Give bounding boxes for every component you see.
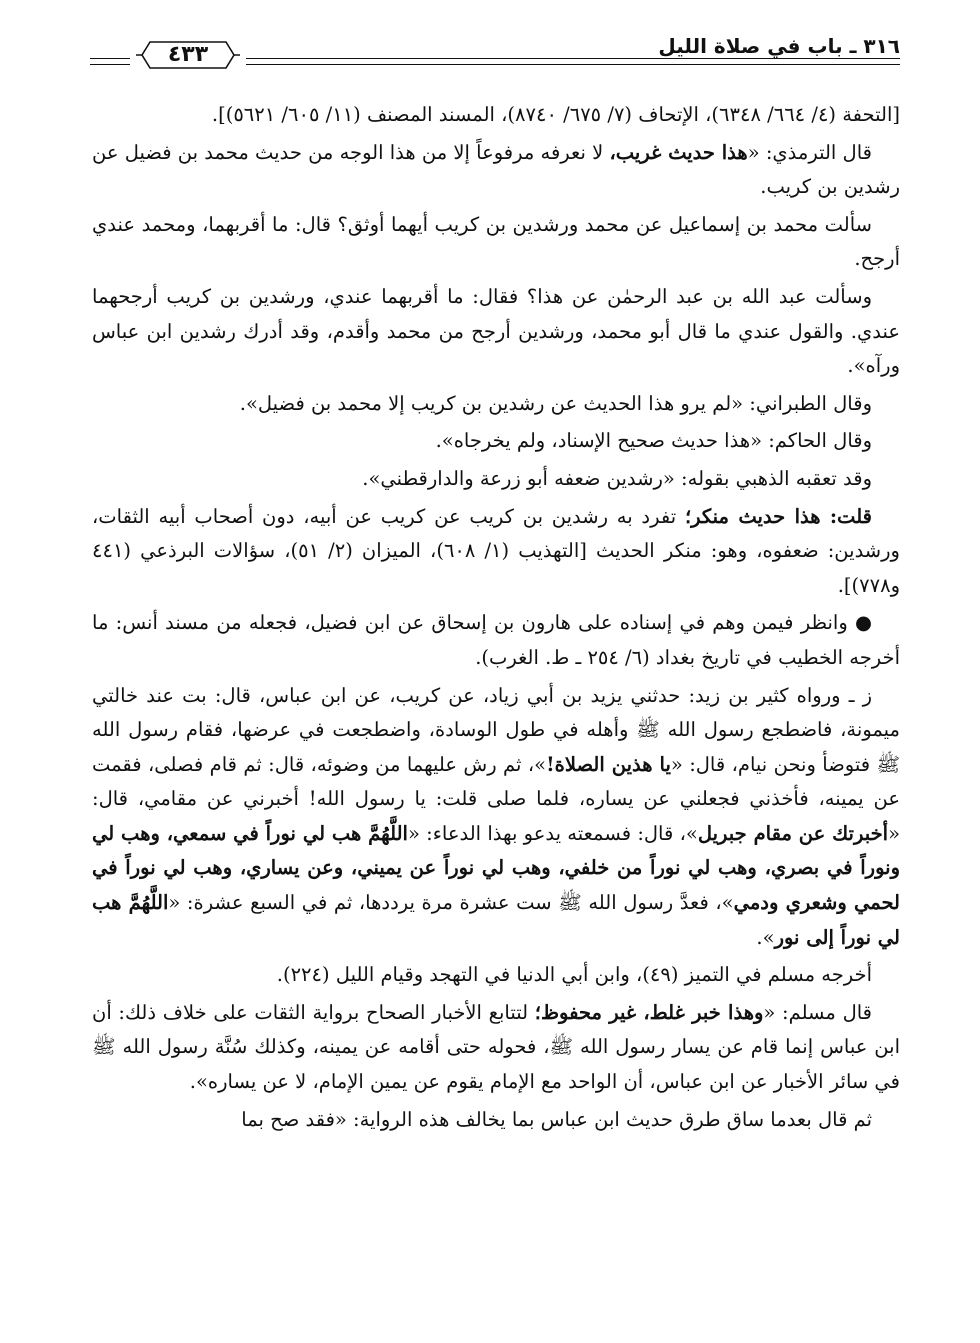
text-segment: »، قال: فسمعته يدعو بهذا الدعاء: « [407, 821, 698, 845]
paragraph [92, 98, 900, 133]
page-number: ٤٣٣ [167, 42, 209, 67]
text-segment: قال مسلم: « [763, 1000, 872, 1024]
paragraph [92, 280, 900, 384]
text-segment: ● وانظر فيمن وهم في إسناده على هارون بن إسحاق عن ابن فضيل، فجعله من مسند أنس: ما أخرجه الخطيب في تاريخ بغداد (٦/ ٢٥٤ ـ ط. الغرب). [92, 611, 900, 669]
paragraph [92, 1103, 900, 1138]
paragraph [92, 606, 900, 675]
page-body [92, 98, 900, 1140]
paragraph [92, 208, 900, 277]
paragraph [92, 424, 900, 459]
paragraph [92, 387, 900, 422]
text-segment: أخرجه مسلم في التميز (٤٩)، وابن أبي الدنيا في التهجد وقيام الليل (٢٢٤). [276, 963, 872, 987]
page-header [90, 30, 900, 82]
bold-text-segment: اللَّهُمَّ هب لي نوراً إلى نور [92, 891, 900, 949]
text-segment: وقال الطبراني: «لم يرو هذا الحديث عن رشدين بن كريب إلا محمد بن فضيل». [239, 391, 872, 415]
bold-text-segment: وهذا خبر غلط، غير محفوظ؛ [534, 1000, 764, 1024]
running-title: ٣١٦ ـ باب في صلاة الليل [658, 34, 900, 58]
text-segment: وقد تعقبه الذهبي بقوله: «رشدين ضعفه أبو زرعة والدارقطني». [362, 466, 872, 490]
paragraph [92, 136, 900, 205]
text-segment: »، ثم رش عليهما من وضوئه، قال: ثم قام فصلى، فقمت عن يمينه، فأخذني فجعلني عن يساره، فلما صلى قلت: يا رسول الله! أخبرني عن مقامي، قال: « [92, 752, 901, 845]
text-segment: »، فعدَّ رسول الله ﷺ ست عشرة مرة يرددها، ثم في السبع عشرة: « [168, 891, 734, 915]
text-segment: لتتابع الأخبار الصحاح برواية الثقات على خلاف ذلك: أن ابن عباس إنما قام عن يسار رسول الله ﷺ، فحوله حتى أقامه عن يمينه، وكذلك سُنَّة رسول الله ﷺ في سائر الأخبار عن ابن عباس، أن الواحد مع الإمام يقوم عن يمين الإمام، لا عن يساره». [92, 1000, 900, 1094]
page-number-badge [134, 38, 242, 72]
bold-text-segment: أخبرتك عن مقام جبريل [697, 821, 889, 845]
text-segment: وسألت عبد الله بن عبد الرحمٰن عن هذا؟ فقال: ما أقربهما عندي، ورشدين بن كريب أرجحهما عندي. والقول عندي ما قال أبو محمد، ورشدين أرجح من محمد وأقدم، وقد أدرك رشدين ابن عباس ورآه». [92, 284, 900, 378]
bold-text-segment: قلت: هذا حديث منكر؛ [684, 504, 872, 528]
text-segment: ثم قال بعدما ساق طرق حديث ابن عباس بما يخالف هذه الرواية: «فقد صح بما [241, 1107, 872, 1131]
bold-text-segment: يا هذين الصلاة! [546, 752, 671, 776]
text-segment: ز ـ ورواه كثير بن زيد: حدثني يزيد بن أبي زياد، عن كريب، عن ابن عباس، قال: بت عند خالتي ميمونة، فاضطجع رسول الله ﷺ وأهله في طول الوسادة، واضطجعت في عرضها، فقام رسول الله ﷺ فتوضأ ونحن نيام، قال: « [92, 683, 901, 776]
bold-text-segment: هذا حديث غريب، [609, 140, 748, 164]
paragraph [92, 996, 900, 1100]
paragraph [92, 958, 900, 993]
text-segment: قال الترمذي: « [747, 140, 872, 164]
text-segment: ». [756, 925, 775, 949]
text-segment: لا نعرفه مرفوعاً إلا من هذا الوجه من حديث محمد بن فضيل عن رشدين بن كريب. [92, 140, 900, 199]
paragraph [92, 500, 900, 604]
bold-text-segment: اللَّهُمَّ هب لي نوراً في سمعي، وهب لي ونوراً في بصري، وهب لي نوراً من خلفي، وهب لي نوراً عن يميني، وعن يساري، وهب لي نوراً في لحمي وشعري ودمي [92, 821, 900, 915]
header-rule-right [246, 58, 900, 59]
text-segment: وقال الحاكم: «هذا حديث صحيح الإسناد، ولم يخرجاه». [435, 429, 872, 453]
paragraph [92, 679, 900, 956]
paragraph [92, 462, 900, 497]
header-rule-left-thin [90, 64, 130, 65]
text-segment: [التحفة (٤/ ٦٦٤/ ٦٣٤٨)، الإتحاف (٧/ ٦٧٥/ ٨٧٤٠)، المسند المصنف (١١/ ٦٠٥/ ٥٦٢١)]. [211, 103, 900, 126]
text-segment: سألت محمد بن إسماعيل عن محمد ورشدين بن كريب أيهما أوثق؟ قال: ما أقربهما، ومحمد عندي أرجح. [92, 212, 900, 271]
header-rule-left [90, 58, 130, 59]
text-segment: تفرد به رشدين بن كريب عن كريب عن أبيه، دون أصحاب أبيه الثقات، ورشدين: ضعفوه، وهو: منكر الحديث [التهذيب (١/ ٦٠٨)، الميزان (٢/ ٥١)، سؤالات البرذعي (٤٤١ و٧٧٨)]. [92, 504, 900, 597]
header-rule-right-thin [246, 64, 900, 65]
